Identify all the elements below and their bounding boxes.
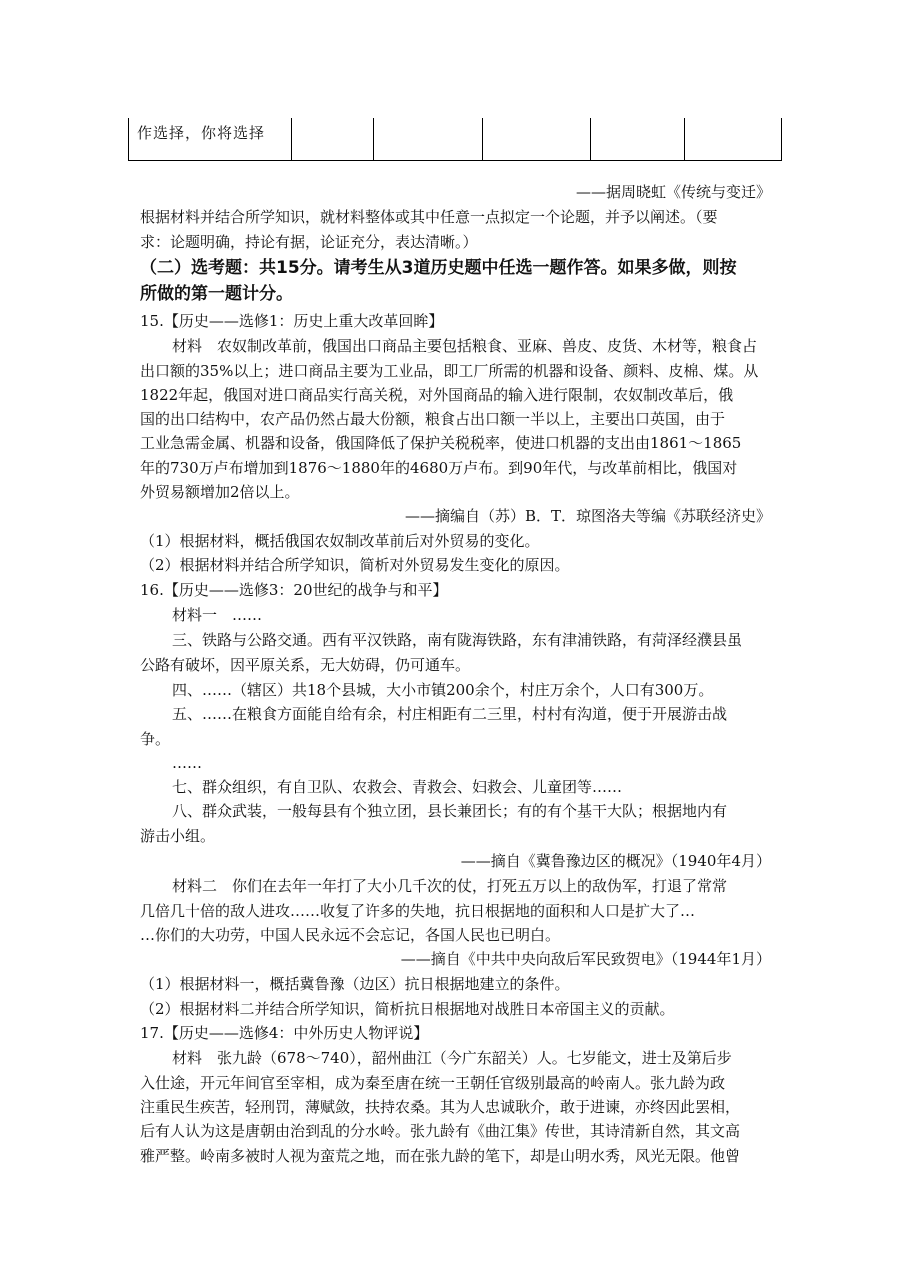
source-citation: ——摘自《冀鲁豫边区的概况》（1940年4月） [460, 852, 771, 870]
source-citation: ——据周晓虹《传统与变迁》 [575, 183, 771, 201]
sub-question: （2）根据材料二并结合所学知识，简析抗日根据地对战胜日本帝国主义的贡献。 [140, 1000, 675, 1018]
material-text: 入仕途，开元年间官至宰相，成为秦至唐在统一王朝任官级别最高的岭南人。张九龄为政 [140, 1074, 726, 1092]
table-cell-blank[interactable] [591, 118, 685, 161]
material-text: 八、群众武装，一般每县有个独立团，县长兼团长；有的有个基干大队；根据地内有 [172, 802, 728, 820]
material-text: 公路有破坏，因平原关系，无大妨碍，仍可通车。 [140, 656, 471, 674]
material-text: 1822年起，俄国对进口商品实行高关税，对外国商品的输入进行限制，农奴制改革后，俄 [140, 386, 734, 404]
question-title: 17.【历史——选修4：中外历史人物评说】 [140, 1024, 429, 1042]
material-text: …你们的大功劳，中国人民永远不会忘记，各国人民也已明白。 [140, 926, 561, 944]
table-cell-blank[interactable] [685, 118, 782, 161]
material-text: 三、铁路与公路交通。西有平汉铁路，南有陇海铁路，东有津浦铁路，有菏泽经濮县虽 [172, 631, 743, 649]
question-title: 16.【历史——选修3：20世纪的战争与和平】 [140, 581, 448, 599]
material-text: …… [172, 754, 202, 772]
material-text: 雅严整。岭南多被时人视为蛮荒之地，而在张九龄的笔下，却是山明水秀，风光无限。他曾 [140, 1147, 741, 1165]
answer-table [128, 118, 782, 161]
table-row [129, 118, 782, 161]
material-text: 年的730万卢布增加到1876～1880年的4680万卢布。到90年代，与改革前相比，俄国对 [140, 459, 738, 477]
material-text: 几倍几十倍的敌人进攻……收复了许多的失地，抗日根据地的面积和人口是扩大了… [140, 902, 696, 920]
material-text: 工业急需金属、机器和设备，俄国降低了保护关税税率，使进口机器的支出由1861～1865 [140, 434, 742, 452]
source-citation: ——摘编自（苏）B．T．琼图洛夫等编《苏联经济史》 [404, 507, 771, 525]
material-text: 材料 农奴制改革前，俄国出口商品主要包括粮食、亚麻、兽皮、皮货、木材等，粮食占 [172, 337, 758, 355]
material-text: 五、……在粮食方面能自给有余，村庄相距有二三里，村村有沟道，便于开展游击战 [172, 705, 728, 723]
sub-question: （1）根据材料一，概括冀鲁豫（边区）抗日根据地建立的条件。 [140, 975, 570, 993]
material-text: 出口额的35%以上；进口商品主要为工业品，即工厂所需的机器和设备、颜料、皮棉、煤。从 [140, 362, 759, 380]
material-text: 游击小组。 [140, 827, 216, 845]
source-citation: ——摘自《中共中央向敌后军民致贺电》（1944年1月） [400, 950, 771, 968]
task-instruction: 求：论题明确，持论有据，论证充分，表达清晰。） [140, 233, 478, 251]
material-text: 后有人认为这是唐朝由治到乱的分水岭。张九龄有《曲江集》传世，其诗清新自然，其文高 [140, 1122, 741, 1140]
sub-question: （2）根据材料并结合所学知识，简析对外贸易发生变化的原因。 [140, 556, 570, 574]
material-heading: 材料一 …… [172, 606, 263, 624]
material-text: 外贸易额增加2倍以上。 [140, 483, 300, 501]
material-text: 材料二 你们在去年一年打了大小几千次的仗，打死五万以上的敌伪军，打退了常常 [172, 877, 728, 895]
section-heading: （二）选考题：共15分。请考生从3道历史题中任选一题作答。如果多做，则按 [140, 258, 737, 278]
material-text: 七、群众组织，有自卫队、农救会、青救会、妇救会、儿童团等…… [172, 778, 623, 796]
table-cell-blank[interactable] [374, 118, 483, 161]
material-text: 注重民生疾苦，轻刑罚，薄赋敛，扶持农桑。其为人忠诚耿介，敢于进谏，亦终因此罢相， [140, 1098, 741, 1116]
table-cell-blank[interactable] [483, 118, 591, 161]
section-heading: 所做的第一题计分。 [140, 284, 293, 304]
task-instruction: 根据材料并结合所学知识，就材料整体或其中任意一点拟定一个论题，并予以阐述。（要 [140, 208, 718, 226]
question-title: 15.【历史——选修1：历史上重大改革回眸】 [140, 312, 444, 330]
table-cell-blank[interactable] [292, 118, 374, 161]
table-cell-label: 作选择，你将选择 [129, 118, 292, 161]
material-text: 材料 张九龄（678～740），韶州曲江（今广东韶关）人。七岁能文，进士及第后步 [172, 1049, 732, 1067]
material-text: 争。 [140, 730, 171, 748]
material-text: 国的出口结构中，农产品仍然占最大份额，粮食占出口额一半以上，主要出口英国，由于 [140, 410, 726, 428]
sub-question: （1）根据材料，概括俄国农奴制改革前后对外贸易的变化。 [140, 532, 540, 550]
material-text: 四、……（辖区）共18个县城，大小市镇200余个，村庄万余个，人口有300万。 [172, 681, 714, 699]
